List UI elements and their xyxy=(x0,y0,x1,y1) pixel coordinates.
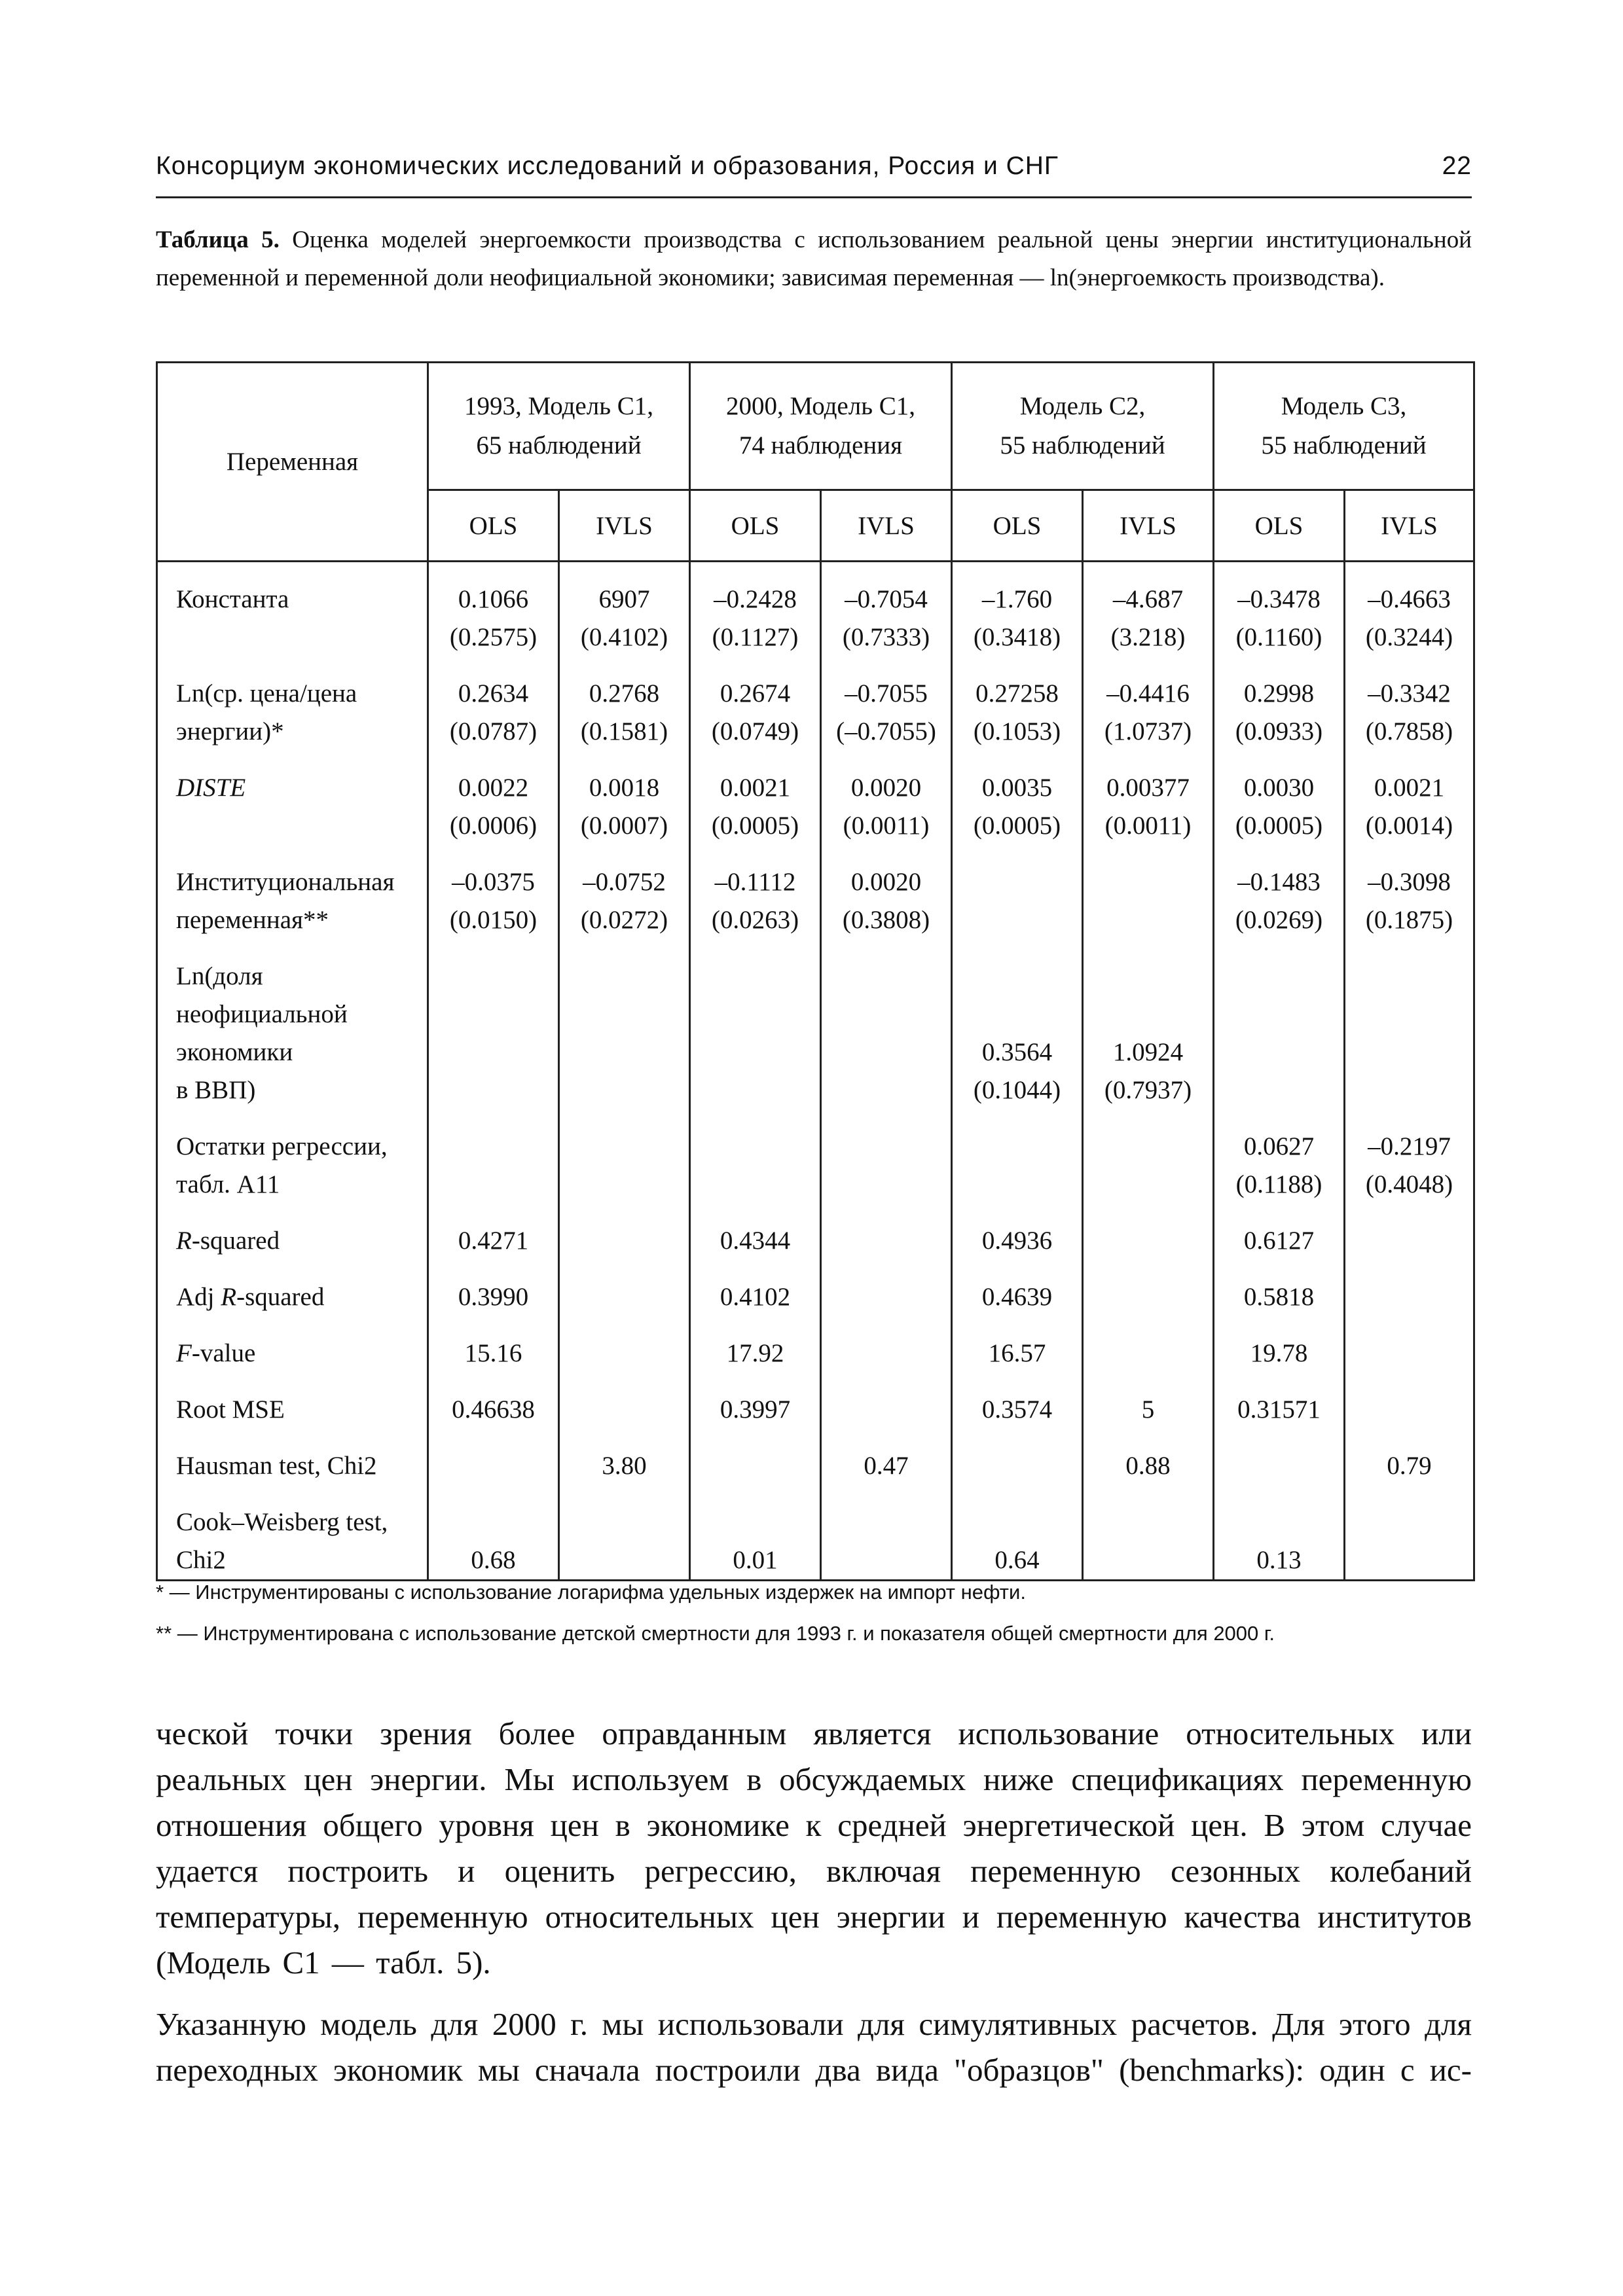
table-cell xyxy=(1345,1128,1474,1204)
row-variable-name xyxy=(157,958,428,1109)
statistic-value: 16.57 xyxy=(988,1339,1046,1367)
table-cell xyxy=(559,675,690,751)
table-spacer-row xyxy=(157,1429,1474,1447)
coefficient-value: –0.2428 xyxy=(714,585,797,613)
table-cell xyxy=(559,1335,690,1372)
table-cell xyxy=(1083,769,1214,845)
coefficient-value: –0.7054 xyxy=(845,585,928,613)
coefficient-value: 0.2674 xyxy=(720,679,791,708)
table-row xyxy=(157,1447,1474,1485)
table-cell xyxy=(690,769,821,845)
statistic-value: 0.64 xyxy=(994,1546,1040,1574)
variable-name-text: Остатки регрессии, табл. A11 xyxy=(176,1132,388,1198)
table-cell xyxy=(952,958,1083,1109)
table-cell xyxy=(428,863,559,939)
row-variable-name xyxy=(157,1447,428,1485)
table-cell xyxy=(1214,1391,1345,1429)
table-cell xyxy=(1345,1447,1474,1485)
coefficient-value: 0.2634 xyxy=(458,679,529,708)
statistic-value: 0.4102 xyxy=(720,1283,791,1311)
standard-error-value: (–0.7055) xyxy=(836,717,936,745)
table-cell xyxy=(821,1278,952,1316)
table-cell xyxy=(1083,1128,1214,1204)
table-cell xyxy=(821,675,952,751)
row-variable-name xyxy=(157,1128,428,1204)
standard-error-value: (0.0787) xyxy=(449,717,538,745)
coefficient-value: 0.2768 xyxy=(589,679,660,708)
table-cell xyxy=(1214,675,1345,751)
table-cell xyxy=(690,863,821,939)
row-variable-name xyxy=(157,1391,428,1429)
standard-error-value: (0.0005) xyxy=(973,812,1061,840)
standard-error-value: (3.218) xyxy=(1110,623,1186,651)
table-row xyxy=(157,958,1474,1109)
coefficient-value: –0.0375 xyxy=(452,868,535,896)
statistic-value: 15.16 xyxy=(464,1339,522,1367)
standard-error-value: (0.0014) xyxy=(1365,812,1453,840)
table-cell xyxy=(952,1391,1083,1429)
table-row xyxy=(157,1278,1474,1316)
statistic-value: 0.5818 xyxy=(1243,1283,1315,1311)
model-group-title: Модель C2, xyxy=(1019,392,1146,420)
standard-error-value: (0.0272) xyxy=(580,906,668,934)
method-header: OLS xyxy=(428,490,559,562)
standard-error-value: (0.0749) xyxy=(711,717,799,745)
table-cell xyxy=(559,863,690,939)
table-caption xyxy=(156,221,1472,297)
table-spacer-row xyxy=(157,1204,1474,1222)
table-body xyxy=(157,562,1474,1581)
coefficient-value: 6907 xyxy=(598,585,650,613)
page-number: 22 xyxy=(1442,152,1472,180)
row-variable-name xyxy=(157,581,428,656)
table-cell xyxy=(559,1222,690,1260)
statistic-value: 0.3990 xyxy=(458,1283,529,1311)
coefficient-value: 0.0021 xyxy=(720,774,791,802)
table-cell xyxy=(428,581,559,656)
table-cell xyxy=(1345,1222,1474,1260)
method-header: IVLS xyxy=(559,490,690,562)
method-header: OLS xyxy=(1214,490,1345,562)
standard-error-value: (0.0269) xyxy=(1235,906,1323,934)
caption-label: Таблица 5. xyxy=(156,226,280,253)
method-header: IVLS xyxy=(1345,490,1474,562)
coefficient-value: –0.4416 xyxy=(1106,679,1190,708)
statistic-value: 0.47 xyxy=(864,1452,909,1480)
row-variable-name xyxy=(157,1222,428,1260)
table-cell xyxy=(1214,769,1345,845)
table-cell xyxy=(952,581,1083,656)
running-header xyxy=(156,152,1472,181)
table-row xyxy=(157,1222,1474,1260)
table-cell xyxy=(1083,581,1214,656)
standard-error-value: (0.1581) xyxy=(580,717,668,745)
table-cell xyxy=(428,1503,559,1581)
standard-error-value: (0.0007) xyxy=(580,812,668,840)
table-cell xyxy=(1214,581,1345,656)
coefficient-value: 0.0035 xyxy=(981,774,1053,802)
standard-error-value: (0.0150) xyxy=(449,906,538,934)
variable-name-text: Ln(ср. цена/цена энергии)* xyxy=(176,679,357,745)
standard-error-value: (0.3418) xyxy=(973,623,1061,651)
coefficient-value: 0.3564 xyxy=(981,1038,1053,1066)
footnote: * — Инструментированы с использование логарифма удельных издержек на импорт нефти. xyxy=(156,1581,1026,1604)
table-cell xyxy=(821,581,952,656)
table-cell xyxy=(1214,958,1345,1109)
standard-error-value: (0.2575) xyxy=(449,623,538,651)
method-header: OLS xyxy=(952,490,1083,562)
table-cell xyxy=(1214,1222,1345,1260)
model-group-observations: 55 наблюдений xyxy=(1000,431,1165,459)
statistic-value: 0.88 xyxy=(1125,1452,1171,1480)
table-row xyxy=(157,675,1474,751)
table-cell xyxy=(690,581,821,656)
results-table xyxy=(156,361,1475,1581)
coefficient-value: 0.27258 xyxy=(976,679,1059,708)
coefficient-value: –0.0752 xyxy=(583,868,666,896)
table-cell xyxy=(559,1128,690,1204)
table-cell xyxy=(428,958,559,1109)
table-cell xyxy=(1345,1335,1474,1372)
model-group-header xyxy=(1214,363,1474,490)
table-cell xyxy=(1083,1447,1214,1485)
statistic-value: 0.3574 xyxy=(981,1395,1053,1424)
standard-error-value: (1.0737) xyxy=(1104,717,1192,745)
table-cell xyxy=(1345,1503,1474,1581)
coefficient-value: –0.7055 xyxy=(845,679,928,708)
body-paragraph: Указанную модель для 2000 г. мы использовали для симулятивных расчетов. Для этого для переходных экономик мы сначала построили два вида "образцов" (benchmarks): один с ис- xyxy=(156,2006,1472,2088)
table-cell xyxy=(952,863,1083,939)
standard-error-value: (0.0005) xyxy=(711,812,799,840)
model-group-header xyxy=(428,363,690,490)
table-spacer-row xyxy=(157,1316,1474,1335)
table-row xyxy=(157,1503,1474,1581)
coefficient-value: 0.1066 xyxy=(458,585,529,613)
table-cell xyxy=(1345,1278,1474,1316)
table-cell xyxy=(1345,958,1474,1109)
model-group-observations: 74 наблюдения xyxy=(739,431,903,459)
table-spacer-row xyxy=(157,939,1474,958)
table-cell xyxy=(821,863,952,939)
table-spacer-row xyxy=(157,1109,1474,1128)
statistic-value: 0.4639 xyxy=(981,1283,1053,1311)
table-row xyxy=(157,1128,1474,1204)
statistic-value: 3.80 xyxy=(602,1452,647,1480)
statistic-value: 0.31571 xyxy=(1237,1395,1321,1424)
model-group-title: 1993, Модель C1, xyxy=(464,392,653,420)
statistic-value: 0.4271 xyxy=(458,1227,529,1255)
standard-error-value: (0.0005) xyxy=(1235,812,1323,840)
variable-name-text: Hausman test, Chi2 xyxy=(176,1452,377,1480)
table-cell xyxy=(690,1391,821,1429)
table-cell xyxy=(690,1335,821,1372)
table-spacer-row xyxy=(157,1485,1474,1503)
method-header: IVLS xyxy=(1083,490,1214,562)
table-cell xyxy=(952,675,1083,751)
table-spacer-row xyxy=(157,1260,1474,1278)
table-spacer-row xyxy=(157,656,1474,675)
table-cell xyxy=(428,1391,559,1429)
row-variable-name xyxy=(157,675,428,751)
table-spacer-row xyxy=(157,562,1474,581)
statistic-value: 17.92 xyxy=(726,1339,784,1367)
table-cell xyxy=(428,1128,559,1204)
table-cell xyxy=(428,1278,559,1316)
model-group-observations: 65 наблюдений xyxy=(476,431,642,459)
variable-name-text: Cook–Weisberg test, Chi2 xyxy=(176,1508,388,1574)
table-row xyxy=(157,1391,1474,1429)
coefficient-value: –4.687 xyxy=(1112,585,1184,613)
method-header: IVLS xyxy=(821,490,952,562)
table-cell xyxy=(821,1447,952,1485)
table-cell xyxy=(1345,675,1474,751)
table-cell xyxy=(1083,1391,1214,1429)
table-spacer-row xyxy=(157,845,1474,863)
table-row xyxy=(157,863,1474,939)
statistic-value: 5 xyxy=(1141,1395,1155,1424)
table-cell xyxy=(428,1222,559,1260)
coefficient-value: 1.0924 xyxy=(1112,1038,1184,1066)
table-cell xyxy=(952,1128,1083,1204)
coefficient-value: –0.4663 xyxy=(1368,585,1451,613)
body-text xyxy=(156,1711,1472,2093)
table-cell xyxy=(1083,675,1214,751)
table-spacer-row xyxy=(157,751,1474,769)
table-cell xyxy=(559,958,690,1109)
statistic-value: 0.4344 xyxy=(720,1227,791,1255)
coefficient-value: 0.0021 xyxy=(1374,774,1445,802)
table-cell xyxy=(559,1503,690,1581)
statistic-value: 0.4936 xyxy=(981,1227,1053,1255)
table-cell xyxy=(690,1278,821,1316)
table-cell xyxy=(1214,1128,1345,1204)
model-group-observations: 55 наблюдений xyxy=(1261,431,1427,459)
standard-error-value: (0.7333) xyxy=(842,623,930,651)
table-cell xyxy=(559,1447,690,1485)
coefficient-value: –0.3478 xyxy=(1237,585,1321,613)
model-group-header xyxy=(952,363,1214,490)
table-row xyxy=(157,581,1474,656)
coefficient-value: 0.0030 xyxy=(1243,774,1315,802)
variable-name-text: Adj R-squared xyxy=(176,1283,325,1311)
coefficient-value: –0.2197 xyxy=(1368,1132,1451,1160)
table-cell xyxy=(690,1128,821,1204)
row-variable-name xyxy=(157,863,428,939)
standard-error-value: (0.7858) xyxy=(1365,717,1453,745)
coefficient-value: 0.00377 xyxy=(1106,774,1190,802)
table-cell xyxy=(1345,769,1474,845)
row-variable-name xyxy=(157,1335,428,1372)
standard-error-value: (0.3244) xyxy=(1365,623,1453,651)
table-cell xyxy=(821,1391,952,1429)
table-cell xyxy=(1083,863,1214,939)
statistic-value: 0.13 xyxy=(1256,1546,1302,1574)
table-cell xyxy=(1083,1503,1214,1581)
table-cell xyxy=(952,1222,1083,1260)
coefficient-value: 0.0018 xyxy=(589,774,660,802)
coefficient-value: 0.0022 xyxy=(458,774,529,802)
table-cell xyxy=(1345,863,1474,939)
table-cell xyxy=(952,1503,1083,1581)
row-variable-name xyxy=(157,1278,428,1316)
table-cell xyxy=(1345,581,1474,656)
table-cell xyxy=(690,1503,821,1581)
table-cell xyxy=(559,581,690,656)
variable-name-text: Константа xyxy=(176,585,289,613)
table-cell xyxy=(1083,958,1214,1109)
table-spacer-row xyxy=(157,1372,1474,1391)
model-group-title: 2000, Модель C1, xyxy=(726,392,915,420)
table-cell xyxy=(428,1447,559,1485)
table-cell xyxy=(690,675,821,751)
table-cell xyxy=(690,1447,821,1485)
statistic-value: 0.01 xyxy=(733,1546,778,1574)
table-cell xyxy=(952,1447,1083,1485)
table-cell xyxy=(1345,1391,1474,1429)
table-cell xyxy=(821,769,952,845)
table-cell xyxy=(690,958,821,1109)
model-group-header xyxy=(690,363,952,490)
method-header: OLS xyxy=(690,490,821,562)
table-cell xyxy=(821,1503,952,1581)
table-cell xyxy=(559,1278,690,1316)
coefficient-value: –0.3342 xyxy=(1368,679,1451,708)
table-cell xyxy=(1083,1222,1214,1260)
standard-error-value: (0.1160) xyxy=(1235,623,1322,651)
row-variable-name xyxy=(157,1503,428,1581)
standard-error-value: (0.0011) xyxy=(1104,812,1192,840)
standard-error-value: (0.1875) xyxy=(1365,906,1453,934)
table-row xyxy=(157,769,1474,845)
variable-name-text: R-squared xyxy=(176,1227,280,1255)
table-cell xyxy=(952,1335,1083,1372)
statistic-value: 0.46638 xyxy=(452,1395,535,1424)
standard-error-value: (0.1188) xyxy=(1235,1170,1322,1198)
variable-name-text: Институциональная переменная** xyxy=(176,868,395,934)
row-variable-name xyxy=(157,769,428,845)
table-cell xyxy=(1083,1278,1214,1316)
variable-name-text: F-value xyxy=(176,1339,256,1367)
statistic-value: 0.79 xyxy=(1387,1452,1432,1480)
standard-error-value: (0.0933) xyxy=(1235,717,1323,745)
variable-name-text: Root MSE xyxy=(176,1395,285,1424)
table-cell xyxy=(1214,1503,1345,1581)
table-cell xyxy=(1214,1335,1345,1372)
coefficient-value: –0.1112 xyxy=(714,868,796,896)
standard-error-value: (0.4102) xyxy=(580,623,668,651)
running-header-title: Консорциум экономических исследований и образования, Россия и СНГ xyxy=(156,152,1059,180)
table-cell xyxy=(821,958,952,1109)
table-cell xyxy=(1214,1447,1345,1485)
table-cell xyxy=(821,1128,952,1204)
body-paragraph: ческой точки зрения более оправданным является использование относительных или реальных цен энергии. Мы используем в обсуждаемых ниже спецификациях переменную отношения общего уровня цен в экономике к средней энергетической цен. В этом случае удается построить и оценить регрессию, включая переменную сезонных колебаний температуры, переменную относительных цен энергии и переменную качества институтов (Модель C1 — табл. 5). xyxy=(156,1715,1472,1981)
standard-error-value: (0.1044) xyxy=(973,1076,1061,1104)
standard-error-value: (0.1053) xyxy=(973,717,1061,745)
table-cell xyxy=(428,1335,559,1372)
standard-error-value: (0.3808) xyxy=(842,906,930,934)
table-cell xyxy=(690,1222,821,1260)
statistic-value: 0.68 xyxy=(471,1546,516,1574)
table-cell xyxy=(952,769,1083,845)
variable-name-text: DISTE xyxy=(176,774,246,802)
table-row xyxy=(157,1335,1474,1372)
table-cell xyxy=(821,1222,952,1260)
coefficient-value: 0.0627 xyxy=(1243,1132,1315,1160)
table-cell xyxy=(559,769,690,845)
table-cell xyxy=(952,1278,1083,1316)
statistic-value: 19.78 xyxy=(1250,1339,1308,1367)
table-cell xyxy=(1214,1278,1345,1316)
statistic-value: 0.3997 xyxy=(720,1395,791,1424)
coefficient-value: –0.3098 xyxy=(1368,868,1451,896)
standard-error-value: (0.0263) xyxy=(711,906,799,934)
footnote: ** — Инструментирована с использование детской смертности для 1993 г. и показателя общей смертности для 2000 г. xyxy=(156,1622,1275,1645)
coefficient-value: –0.1483 xyxy=(1237,868,1321,896)
table-cell xyxy=(428,675,559,751)
model-group-title: Модель C3, xyxy=(1281,392,1407,420)
standard-error-value: (0.7937) xyxy=(1104,1076,1192,1104)
coefficient-value: 0.0020 xyxy=(850,868,922,896)
coefficient-value: 0.0020 xyxy=(850,774,922,802)
variable-name-text: Ln(доля неофициальной экономики в ВВП) xyxy=(176,962,348,1104)
table-cell xyxy=(1214,863,1345,939)
standard-error-value: (0.0006) xyxy=(449,812,538,840)
standard-error-value: (0.4048) xyxy=(1365,1170,1453,1198)
coefficient-value: –1.760 xyxy=(981,585,1053,613)
table-cell xyxy=(821,1335,952,1372)
header-rule xyxy=(156,196,1472,198)
table-cell xyxy=(1083,1335,1214,1372)
standard-error-value: (0.0011) xyxy=(843,812,930,840)
table-cell xyxy=(559,1391,690,1429)
statistic-value: 0.6127 xyxy=(1243,1227,1315,1255)
variable-column-header: Переменная xyxy=(157,363,428,562)
caption-text: Оценка моделей энергоемкости производства с использованием реальной цены энергии институциональной переменной и переменной доли неофициальной экономики; зависимая переменная — ln(энергоемкость производства). xyxy=(156,226,1472,291)
coefficient-value: 0.2998 xyxy=(1243,679,1315,708)
table-cell xyxy=(428,769,559,845)
standard-error-value: (0.1127) xyxy=(712,623,799,651)
